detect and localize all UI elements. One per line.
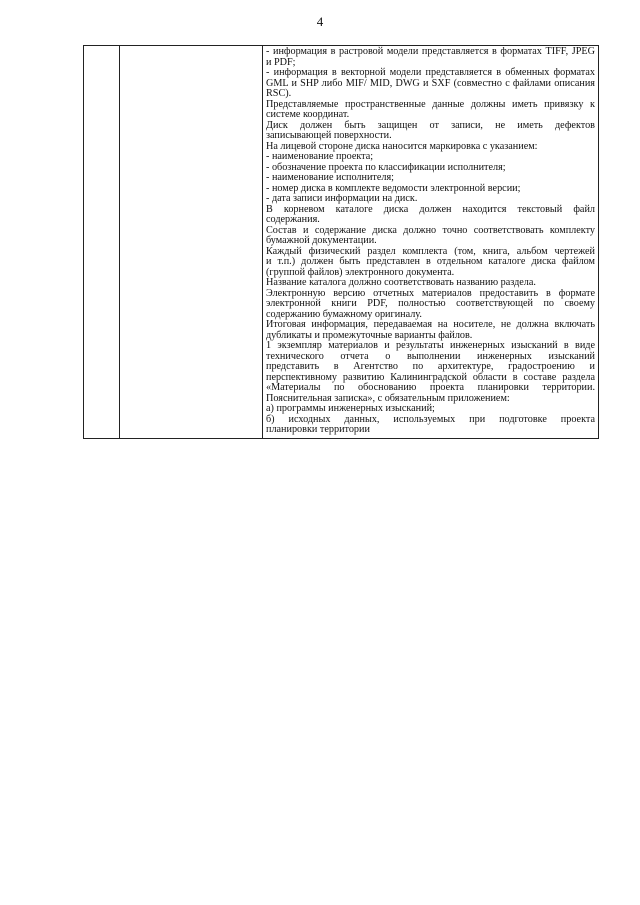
- text-line: перспективному развитию Калининградской области в составе раздела: [266, 371, 595, 383]
- text-line: электронной книги PDF, полностью соответствующей по своему: [266, 298, 595, 309]
- text-line: - информация в векторной модели представляется в обменных форматах: [266, 67, 595, 78]
- requirements-table: [83, 45, 599, 439]
- text-line: - наименование исполнителя;: [266, 172, 394, 183]
- text-line: дубликаты и промежуточные варианты файлов.: [266, 329, 473, 341]
- text-line: Пояснительная записка», с обязательным приложением:: [266, 392, 510, 404]
- text-line: - номер диска в комплекте ведомости электронной версии;: [266, 182, 521, 194]
- text-line: На лицевой стороне диска наносится маркировка с указанием:: [266, 140, 538, 152]
- text-line: Название каталога должно соответствовать названию раздела.: [266, 277, 536, 288]
- requirement-text: [266, 47, 595, 436]
- text-line: RSC).: [266, 88, 292, 99]
- text-line: технического отчета о выполнении инженерных изысканий: [266, 350, 595, 362]
- page-number: 4: [316, 14, 324, 29]
- text-line: и т.п.) должен быть представлен в отдельном каталоге диска файлом: [266, 256, 595, 267]
- text-line: Состав и содержание диска должно точно соответствовать комплекту: [266, 224, 595, 236]
- text-line: системе координат.: [266, 109, 350, 120]
- text-line: бумажной документации.: [266, 235, 377, 246]
- text-line: содержания.: [266, 214, 320, 225]
- text-line: и PDF;: [266, 56, 296, 68]
- text-line: (группой файлов) электронного документа.: [266, 266, 455, 278]
- requirement-content-cell: [263, 46, 599, 439]
- text-line: Каждый физический раздел комплекта (том, книга, альбом чертежей: [266, 245, 595, 257]
- text-line: Итоговая информация, передаваемая на носителе, не должна включать: [266, 319, 595, 330]
- row-number-cell: [84, 46, 120, 439]
- text-line: записывающей поверхности.: [266, 130, 392, 141]
- text-line: б) исходных данных, используемых при подготовке проекта: [266, 413, 595, 425]
- table-row: [84, 46, 599, 439]
- text-line: планировки территории: [266, 424, 370, 435]
- text-line: GML и SHP либо MIF/ MID, DWG и SXF (совместно с файлами описания: [266, 77, 595, 89]
- text-line: Диск должен быть защищен от записи, не иметь дефектов: [266, 119, 595, 131]
- text-line: а) программы инженерных изысканий;: [266, 403, 435, 414]
- text-line: 1 экземпляр материалов и результаты инженерных изысканий в виде: [266, 340, 595, 351]
- text-line: «Материалы по обоснованию проекта планировки территории.: [266, 382, 595, 393]
- text-line: - наименование проекта;: [266, 151, 374, 162]
- text-line: Электронную версию отчетных материалов предоставить в формате: [266, 287, 595, 299]
- text-line: содержанию бумажному оригиналу.: [266, 308, 422, 320]
- requirement-name-cell: [120, 46, 263, 439]
- text-line: В корневом каталоге диска должен находится текстовый файл: [266, 203, 595, 215]
- text-line: представить в Агентство по архитектуре, градостроению и: [266, 361, 595, 372]
- text-line: - обозначение проекта по классификации исполнителя;: [266, 161, 506, 173]
- text-line: - информация в растровой модели представляется в форматах TIFF, JPEG: [266, 46, 595, 57]
- text-line: Представляемые пространственные данные должны иметь привязку к: [266, 98, 595, 110]
- text-line: - дата записи информации на диск.: [266, 193, 418, 204]
